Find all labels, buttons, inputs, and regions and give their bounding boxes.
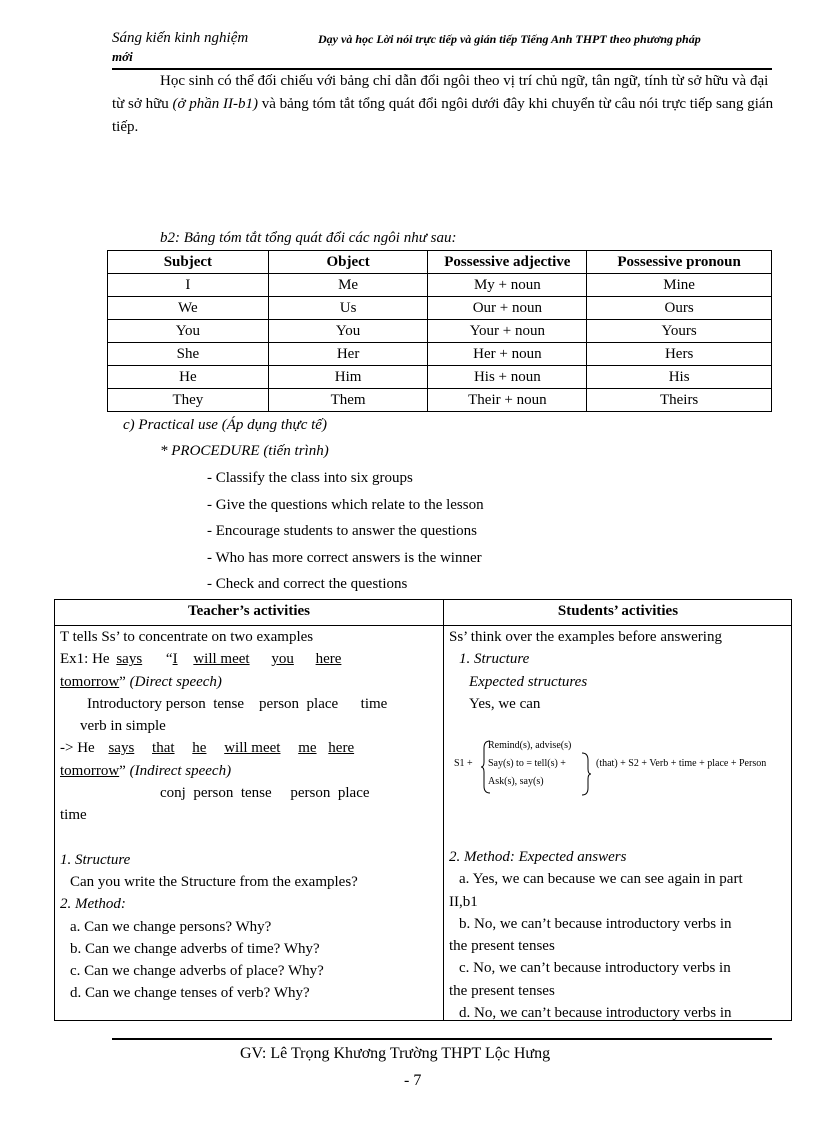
table-cell: Her xyxy=(268,343,428,366)
formula-verb-2: Say(s) to = tell(s) + xyxy=(488,758,566,769)
yes-we-can: Yes, we can xyxy=(469,695,541,712)
ex1-close: ” xyxy=(119,673,126,690)
ex1-will: will meet xyxy=(193,651,250,668)
ex1-here: here xyxy=(315,651,342,668)
ex2-will: will meet xyxy=(224,740,281,757)
answer-a-cont: II,b1 xyxy=(449,893,478,910)
table-cell: Our + noun xyxy=(428,297,587,320)
ex2-that: that xyxy=(152,740,175,757)
ex1-I: I xyxy=(172,651,178,668)
verb-simple: verb in simple xyxy=(80,718,166,735)
question-d: d. Can we change tenses of verb? Why? xyxy=(70,985,310,1002)
ex2-tag: (Indirect speech) xyxy=(125,762,232,779)
table-row xyxy=(108,320,772,343)
table-cell: My + noun xyxy=(428,274,587,297)
ex2-he: he xyxy=(192,740,207,757)
conj-labels: conj person tense person place xyxy=(160,785,370,802)
formula-tail: (that) + S2 + Verb + time + place + Person xyxy=(596,758,767,769)
pronoun-table xyxy=(107,250,772,412)
expected-structures: Expected structures xyxy=(469,673,588,690)
table-cell: He xyxy=(108,366,269,389)
table-cell: Theirs xyxy=(587,389,772,412)
example-2 xyxy=(60,737,440,759)
intro-labels: Introductory person tense person place time xyxy=(87,695,388,712)
ex2-prefix: -> He xyxy=(60,740,95,757)
procedure-step: - Who has more correct answers is the winner xyxy=(207,550,482,566)
table-caption: b2: Bảng tóm tắt tổng quát đổi các ngôi như sau: xyxy=(160,230,457,246)
answer-c: c. No, we can’t because introductory verbs in xyxy=(459,960,731,977)
student-structure-heading: 1. Structure xyxy=(459,651,530,668)
header-subject: Subject xyxy=(108,251,269,274)
formula-verb-1: Remind(s), advise(s) xyxy=(488,740,572,751)
table-cell: She xyxy=(108,343,269,366)
formula-s1: S1 + xyxy=(454,758,473,769)
table-cell: I xyxy=(108,274,269,297)
table-row xyxy=(108,274,772,297)
page-number: - 7 xyxy=(404,1072,422,1089)
answer-b: b. No, we can’t because introductory verbs in xyxy=(459,915,732,932)
table-cell: Hers xyxy=(587,343,772,366)
procedure-step: - Give the questions which relate to the lesson xyxy=(207,497,484,513)
table-cell: His xyxy=(587,366,772,389)
table-cell: Your + noun xyxy=(428,320,587,343)
intro-text: Học sinh có thể đối chiếu với bảng chỉ dẫn đổi ngôi theo vị trí chủ ngữ, tân ngữ, tính từ sở hữu và đại từ sở hữu xyxy=(112,73,769,112)
teacher-activities-header: Teacher’s activities xyxy=(187,603,311,619)
ex1-prefix: Ex1: He xyxy=(60,651,110,668)
structure-formula xyxy=(450,738,790,798)
table-header-row xyxy=(108,251,772,274)
ex2-me: me xyxy=(298,740,317,757)
table-row xyxy=(108,343,772,366)
structure-heading: 1. Structure xyxy=(60,851,131,868)
header-possessive-pronoun: Possessive pronoun xyxy=(587,251,772,274)
method-heading: 2. Method: xyxy=(60,896,126,913)
footer-divider xyxy=(112,1038,772,1040)
example-2-cont xyxy=(60,760,440,782)
teacher-line: T tells Ss’ to concentrate on two examples xyxy=(60,629,314,645)
column-divider xyxy=(443,600,444,1020)
ex1-says: says xyxy=(116,651,143,668)
student-answers xyxy=(449,846,789,1024)
example-1 xyxy=(60,648,440,670)
student-column xyxy=(449,626,789,715)
table-cell: Me xyxy=(268,274,428,297)
student-line: Ss’ think over the examples before answering xyxy=(449,629,722,645)
header-title-cont: mới xyxy=(112,49,133,64)
procedure-heading: * PROCEDURE (tiến trình) xyxy=(160,443,329,459)
practical-heading: c) Practical use (Áp dụng thực tế) xyxy=(123,417,327,433)
formula-verb-3: Ask(s), say(s) xyxy=(488,776,544,787)
table-cell: We xyxy=(108,297,269,320)
teacher-column xyxy=(60,626,440,1005)
question-b: b. Can we change adverbs of time? Why? xyxy=(70,940,320,957)
intro-text-end: và bảng tóm tắt tổng quát đổi ngôi dưới đây khi chuyển từ câu nói trực tiếp sang gián tiếp. xyxy=(112,96,774,135)
table-row xyxy=(108,389,772,412)
intro-paragraph xyxy=(112,70,777,139)
header-subtitle: Dạy và học Lời nói trực tiếp và gián tiếp Tiếng Anh THPT theo phương pháp xyxy=(318,32,701,46)
time-label: time xyxy=(60,807,87,824)
right-brace-icon xyxy=(580,752,592,796)
table-cell: Mine xyxy=(587,274,772,297)
procedure-step: - Encourage students to answer the questions xyxy=(207,523,477,539)
table-row xyxy=(108,297,772,320)
table-cell: You xyxy=(268,320,428,343)
student-activities-header: Students’ activities xyxy=(557,603,679,619)
table-cell: You xyxy=(108,320,269,343)
answer-a: a. Yes, we can because we can see again in part xyxy=(459,871,743,888)
procedure-step: - Classify the class into six groups xyxy=(207,470,413,486)
table-cell: Us xyxy=(268,297,428,320)
question-c: c. Can we change adverbs of place? Why? xyxy=(70,963,324,980)
structure-question: Can you write the Structure from the examples? xyxy=(70,873,358,890)
table-cell: Him xyxy=(268,366,428,389)
header-possessive-adjective: Possessive adjective xyxy=(428,251,587,274)
ex2-here: here xyxy=(328,740,355,757)
example-1-cont xyxy=(60,671,440,693)
table-row xyxy=(108,366,772,389)
header-object: Object xyxy=(268,251,428,274)
table-cell: Her + noun xyxy=(428,343,587,366)
procedure-step: - Check and correct the questions xyxy=(207,576,408,592)
ex2-tomorrow: tomorrow xyxy=(60,762,120,779)
header-title: Sáng kiến kinh nghiệm xyxy=(112,30,249,46)
table-cell: Their + noun xyxy=(428,389,587,412)
intro-ref: (ở phần II-b1) xyxy=(172,96,258,112)
table-cell: Yours xyxy=(587,320,772,343)
table-cell: His + noun xyxy=(428,366,587,389)
answer-b-cont: the present tenses xyxy=(449,938,555,955)
table-cell: They xyxy=(108,389,269,412)
table-cell: Ours xyxy=(587,297,772,320)
question-a: a. Can we change persons? Why? xyxy=(70,918,272,935)
ex2-close: ” xyxy=(119,762,126,779)
ex1-tomorrow: tomorrow xyxy=(60,673,120,690)
table-cell: Them xyxy=(268,389,428,412)
ex1-you: you xyxy=(271,651,294,668)
ex2-says: says xyxy=(108,740,135,757)
answer-d: d. No, we can’t because introductory verbs in xyxy=(459,1005,732,1022)
ex1-tag: (Direct speech) xyxy=(125,673,222,690)
answer-c-cont: the present tenses xyxy=(449,982,555,999)
student-method-heading: 2. Method: Expected answers xyxy=(449,849,627,865)
ex1-quote: “ xyxy=(165,651,173,668)
footer-author: GV: Lê Trọng Khương Trường THPT Lộc Hưng xyxy=(240,1045,551,1062)
